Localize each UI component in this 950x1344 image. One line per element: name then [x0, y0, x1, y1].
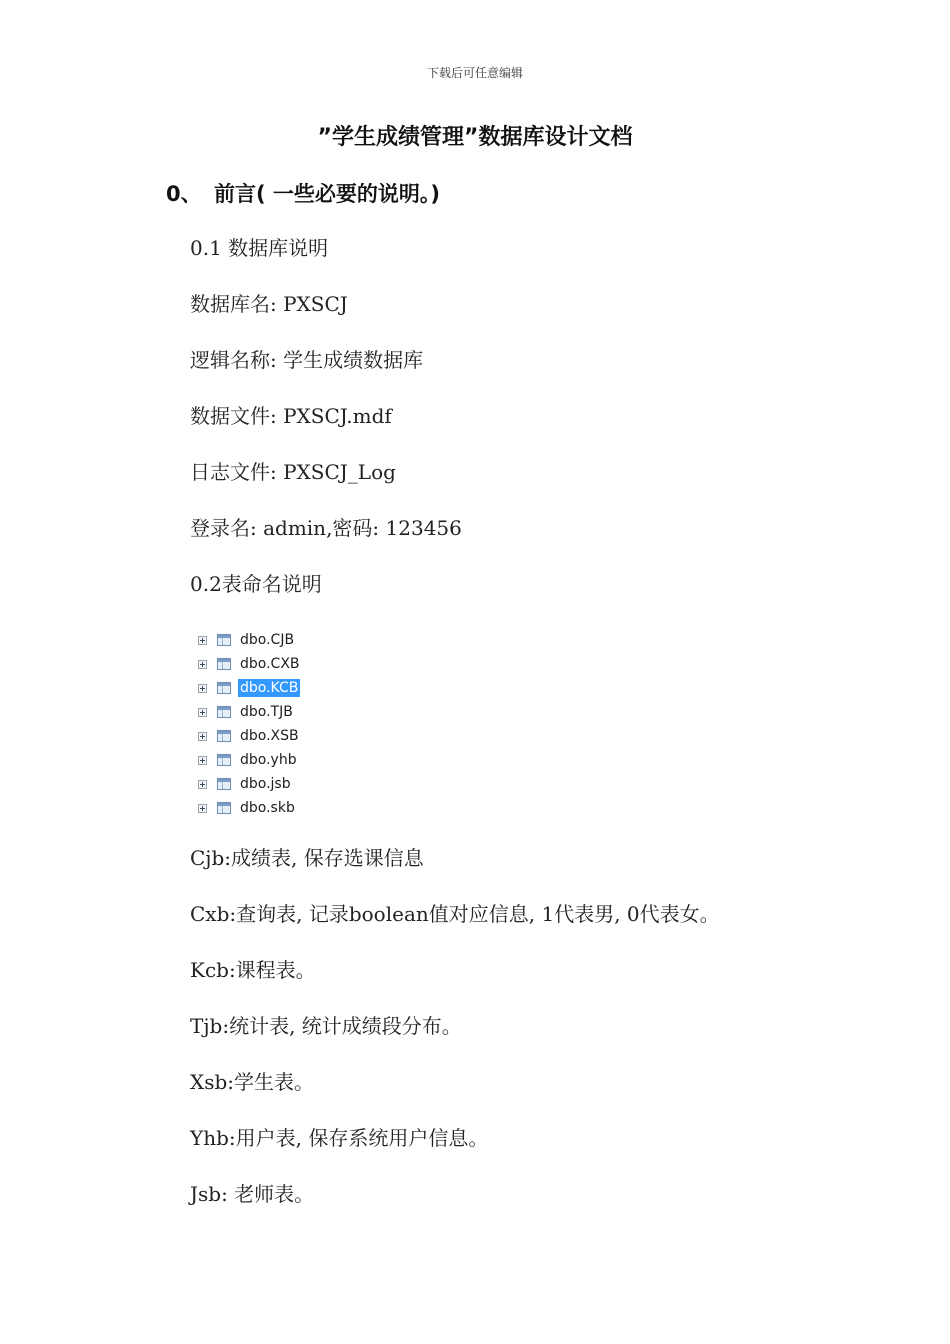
plus-expander-icon[interactable] — [198, 636, 207, 645]
tree-item-label: dbo.CJB — [240, 632, 295, 648]
section-number: 0、 — [166, 182, 202, 206]
tree-item-cjb[interactable] — [198, 628, 398, 652]
tree-item-kcb[interactable] — [198, 676, 398, 700]
tree-item-label-selected: dbo.KCB — [240, 680, 299, 696]
tree-item-label: dbo.XSB — [240, 728, 299, 744]
data-file-line: 数据文件: PXSCJ.mdf — [190, 404, 392, 428]
subsection-db-description: 0.1 数据库说明 — [190, 236, 329, 260]
plus-expander-icon[interactable] — [198, 708, 207, 717]
database-name-line: 数据库名: PXSCJ — [190, 292, 348, 316]
table-icon — [217, 754, 231, 766]
yhb-description: Yhb:用户表, 保存系统用户信息。 — [190, 1126, 489, 1150]
plus-expander-icon[interactable] — [198, 804, 207, 813]
plus-expander-icon[interactable] — [198, 756, 207, 765]
table-icon — [217, 802, 231, 814]
plus-expander-icon[interactable] — [198, 732, 207, 741]
table-icon — [217, 682, 231, 694]
table-icon — [217, 778, 231, 790]
subsection-table-naming: 0.2表命名说明 — [190, 572, 322, 596]
tree-item-skb[interactable] — [198, 796, 398, 820]
plus-expander-icon[interactable] — [198, 684, 207, 693]
plus-expander-icon[interactable] — [198, 660, 207, 669]
tree-item-xsb[interactable] — [198, 724, 398, 748]
kcb-description: Kcb:课程表。 — [190, 958, 316, 982]
table-icon — [217, 658, 231, 670]
section-heading — [166, 178, 440, 208]
tree-item-cxb[interactable] — [198, 652, 398, 676]
tree-item-yhb[interactable] — [198, 748, 398, 772]
xsb-description: Xsb:学生表。 — [190, 1070, 315, 1094]
login-line: 登录名: admin,密码: 123456 — [190, 516, 462, 540]
cxb-description: Cxb:查询表, 记录boolean值对应信息, 1代表男, 0代表女。 — [190, 902, 720, 926]
table-icon — [217, 730, 231, 742]
cjb-description: Cjb:成绩表, 保存选课信息 — [190, 846, 424, 870]
plus-expander-icon[interactable] — [198, 780, 207, 789]
jsb-description: Jsb: 老师表。 — [190, 1182, 315, 1206]
table-tree-screenshot — [198, 628, 398, 820]
document-title: ”学生成绩管理”数据库设计文档 — [317, 125, 633, 150]
page-header: 下载后可任意编辑 — [426, 66, 523, 80]
tjb-description: Tjb:统计表, 统计成绩段分布。 — [190, 1014, 462, 1038]
table-icon — [217, 706, 231, 718]
tree-item-label: dbo.TJB — [240, 704, 293, 720]
tree-item-label: dbo.CXB — [240, 656, 300, 672]
tree-item-tjb[interactable] — [198, 700, 398, 724]
tree-item-jsb[interactable] — [198, 772, 398, 796]
log-file-line: 日志文件: PXSCJ_Log — [190, 460, 396, 484]
section-title: 前言( 一些必要的说明。) — [214, 182, 441, 206]
tree-item-label: dbo.jsb — [240, 776, 291, 792]
tree-item-label: dbo.skb — [240, 800, 295, 816]
tree-item-label: dbo.yhb — [240, 752, 297, 768]
logical-name-line: 逻辑名称: 学生成绩数据库 — [190, 348, 424, 372]
table-icon — [217, 634, 231, 646]
